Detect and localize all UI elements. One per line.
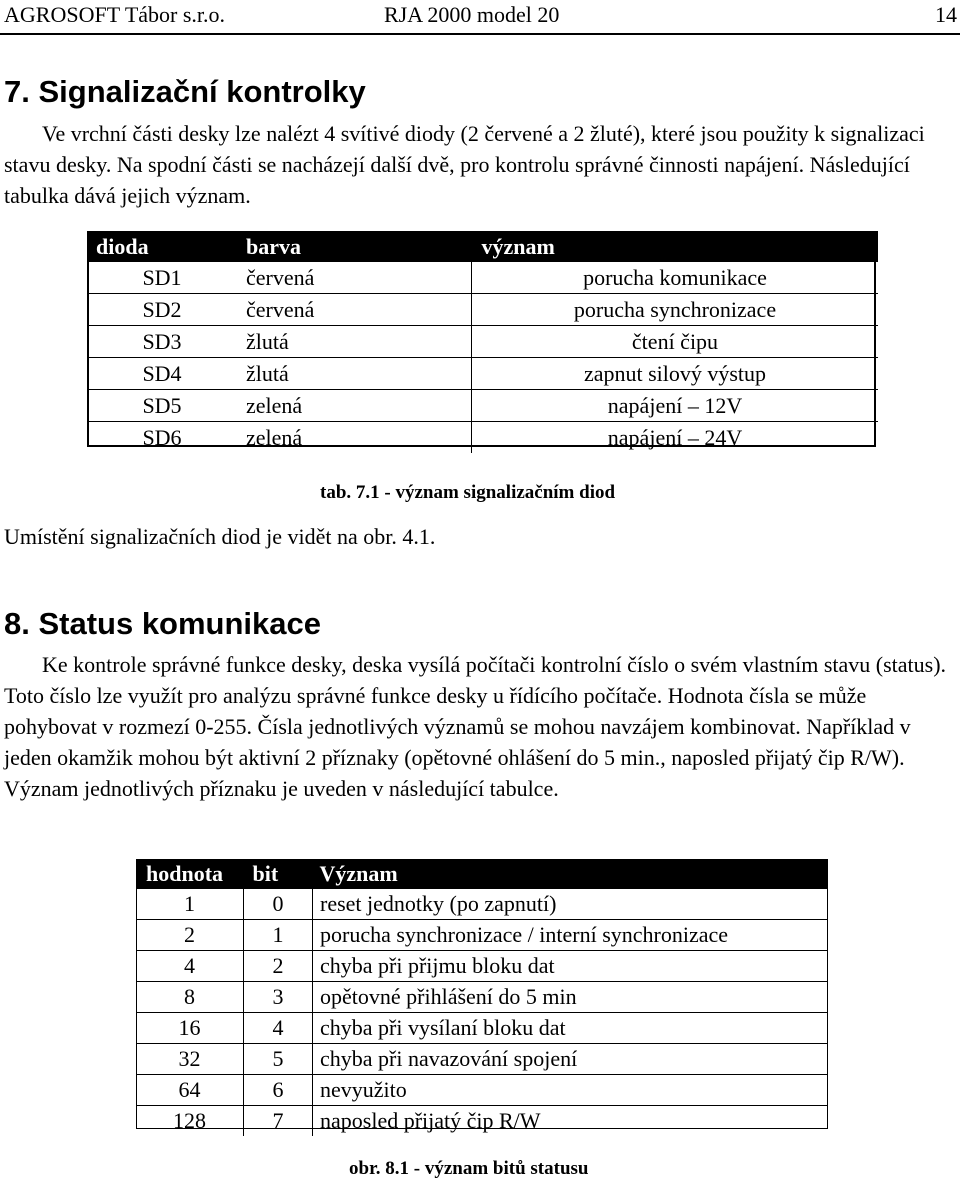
- table-row: [136, 1044, 828, 1075]
- meaning-col-header: význam: [472, 231, 879, 262]
- table-row: [87, 390, 878, 422]
- diode-table-header: [87, 231, 878, 262]
- diode-table: [87, 231, 878, 453]
- diode-location-note: Umístění signalizačních diod je vidět na obr. 4.1.: [4, 524, 436, 549]
- status-value: 32: [136, 1044, 244, 1075]
- table-row: [136, 951, 828, 982]
- status-bit-table: [136, 859, 828, 1136]
- table-row: [136, 889, 828, 920]
- diode-id: SD4: [87, 358, 237, 390]
- status-meaning: naposled přijatý čip R/W: [320, 1108, 541, 1133]
- status-bit: 4: [244, 1013, 313, 1044]
- status-meaning: chyba při vysílaní bloku dat: [313, 1013, 829, 1044]
- status-bit: 1: [244, 920, 313, 951]
- status-bit: 3: [244, 982, 313, 1013]
- diode-id: SD1: [87, 262, 237, 294]
- status-meaning: reset jednotky (po zapnutí): [313, 889, 829, 920]
- diode-id: SD3: [87, 326, 237, 358]
- status-value: 16: [136, 1013, 244, 1044]
- diode-color: červená: [237, 294, 472, 326]
- table-row: [136, 982, 828, 1013]
- diode-table-caption: tab. 7.1 - význam signalizačním diod: [320, 482, 616, 503]
- status-table-header: [136, 859, 828, 889]
- status-value: 64: [136, 1075, 244, 1106]
- status-table-caption: obr. 8.1 - význam bitů statusu: [349, 1158, 589, 1179]
- table-row: [87, 422, 878, 454]
- status-value: 4: [136, 951, 244, 982]
- status-bit: 6: [244, 1075, 313, 1106]
- diode-id: SD5: [87, 390, 237, 422]
- status-bit: 2: [244, 951, 313, 982]
- header-company: AGROSOFT Tábor s.r.o.: [4, 2, 226, 27]
- diode-meaning: čtení čipu: [472, 326, 879, 358]
- diode-meaning: porucha komunikace: [472, 262, 879, 294]
- status-bit: 5: [244, 1044, 313, 1075]
- table-row: [87, 294, 878, 326]
- table-row: [87, 326, 878, 358]
- header-rule: [0, 33, 960, 35]
- value-col-header: hodnota: [136, 859, 244, 889]
- status-meaning: chyba při navazování spojení: [313, 1044, 829, 1075]
- color-col-header: barva: [237, 231, 472, 262]
- status-value: 1: [136, 889, 244, 920]
- status-value: 8: [136, 982, 244, 1013]
- header-product: RJA 2000 model 20: [384, 2, 560, 27]
- status-value: 128: [136, 1106, 244, 1137]
- diode-color: zelená: [237, 422, 472, 454]
- diode-meaning: napájení – 24V: [607, 425, 743, 450]
- section-7-title: 7. Signalizační kontrolky: [4, 74, 366, 109]
- diode-id: SD6: [142, 425, 182, 450]
- section-8-title: 8. Status komunikace: [4, 606, 322, 641]
- table-row: [136, 1013, 828, 1044]
- table-row: [136, 920, 828, 951]
- status-bit: 7: [244, 1106, 313, 1137]
- status-meaning: porucha synchronizace / interní synchronizace: [313, 920, 829, 951]
- diode-color: žlutá: [237, 326, 472, 358]
- diode-color: zelená: [237, 390, 472, 422]
- status-meaning: nevyužito: [313, 1075, 829, 1106]
- diode-col-header: dioda: [87, 231, 237, 262]
- diode-color: červená: [237, 262, 472, 294]
- bit-col-header: bit: [244, 859, 313, 889]
- table-row: [87, 262, 878, 294]
- status-meaning: chyba při přijmu bloku dat: [313, 951, 829, 982]
- status-bit: 0: [244, 889, 313, 920]
- header-page-number: 14: [935, 2, 957, 27]
- table-row: [136, 1106, 828, 1137]
- diode-id: SD2: [87, 294, 237, 326]
- diode-color: žlutá: [237, 358, 472, 390]
- section-8-intro: Ke kontrole správné funkce desky, deska vysílá počítači kontrolní číslo o svém vlastním stavu (status). Toto číslo lze využít pro analýzu správné funkce desky u řídícího počítače. Hodnota čísla se může pohybovat v rozmezí 0-255. Čísla jednotlivých významů se mohou navzájem kombinovat. Například v jeden okamžik mohou být aktivní 2 příznaky (opětovné ohlášení do 5 min., naposled přijatý čip R/W). Význam jednotlivých příznaku je uveden v následující tabulce.: [4, 652, 947, 801]
- table-row: [87, 358, 878, 390]
- section-7-intro: Ve vrchní části desky lze nalézt 4 svítivé diody (2 červené a 2 žluté), které jsou použity k signalizaci stavu desky. Na spodní části se nacházejí další dvě, pro kontrolu správné činnosti napájení. Následující tabulka dává jejich význam.: [4, 121, 925, 208]
- diode-meaning: porucha synchronizace: [472, 294, 879, 326]
- table-row: [136, 1075, 828, 1106]
- diode-meaning: napájení – 12V: [472, 390, 879, 422]
- meaning-col-header: Význam: [313, 859, 829, 889]
- diode-meaning: zapnut silový výstup: [472, 358, 879, 390]
- status-value: 2: [136, 920, 244, 951]
- status-meaning: opětovné přihlášení do 5 min: [313, 982, 829, 1013]
